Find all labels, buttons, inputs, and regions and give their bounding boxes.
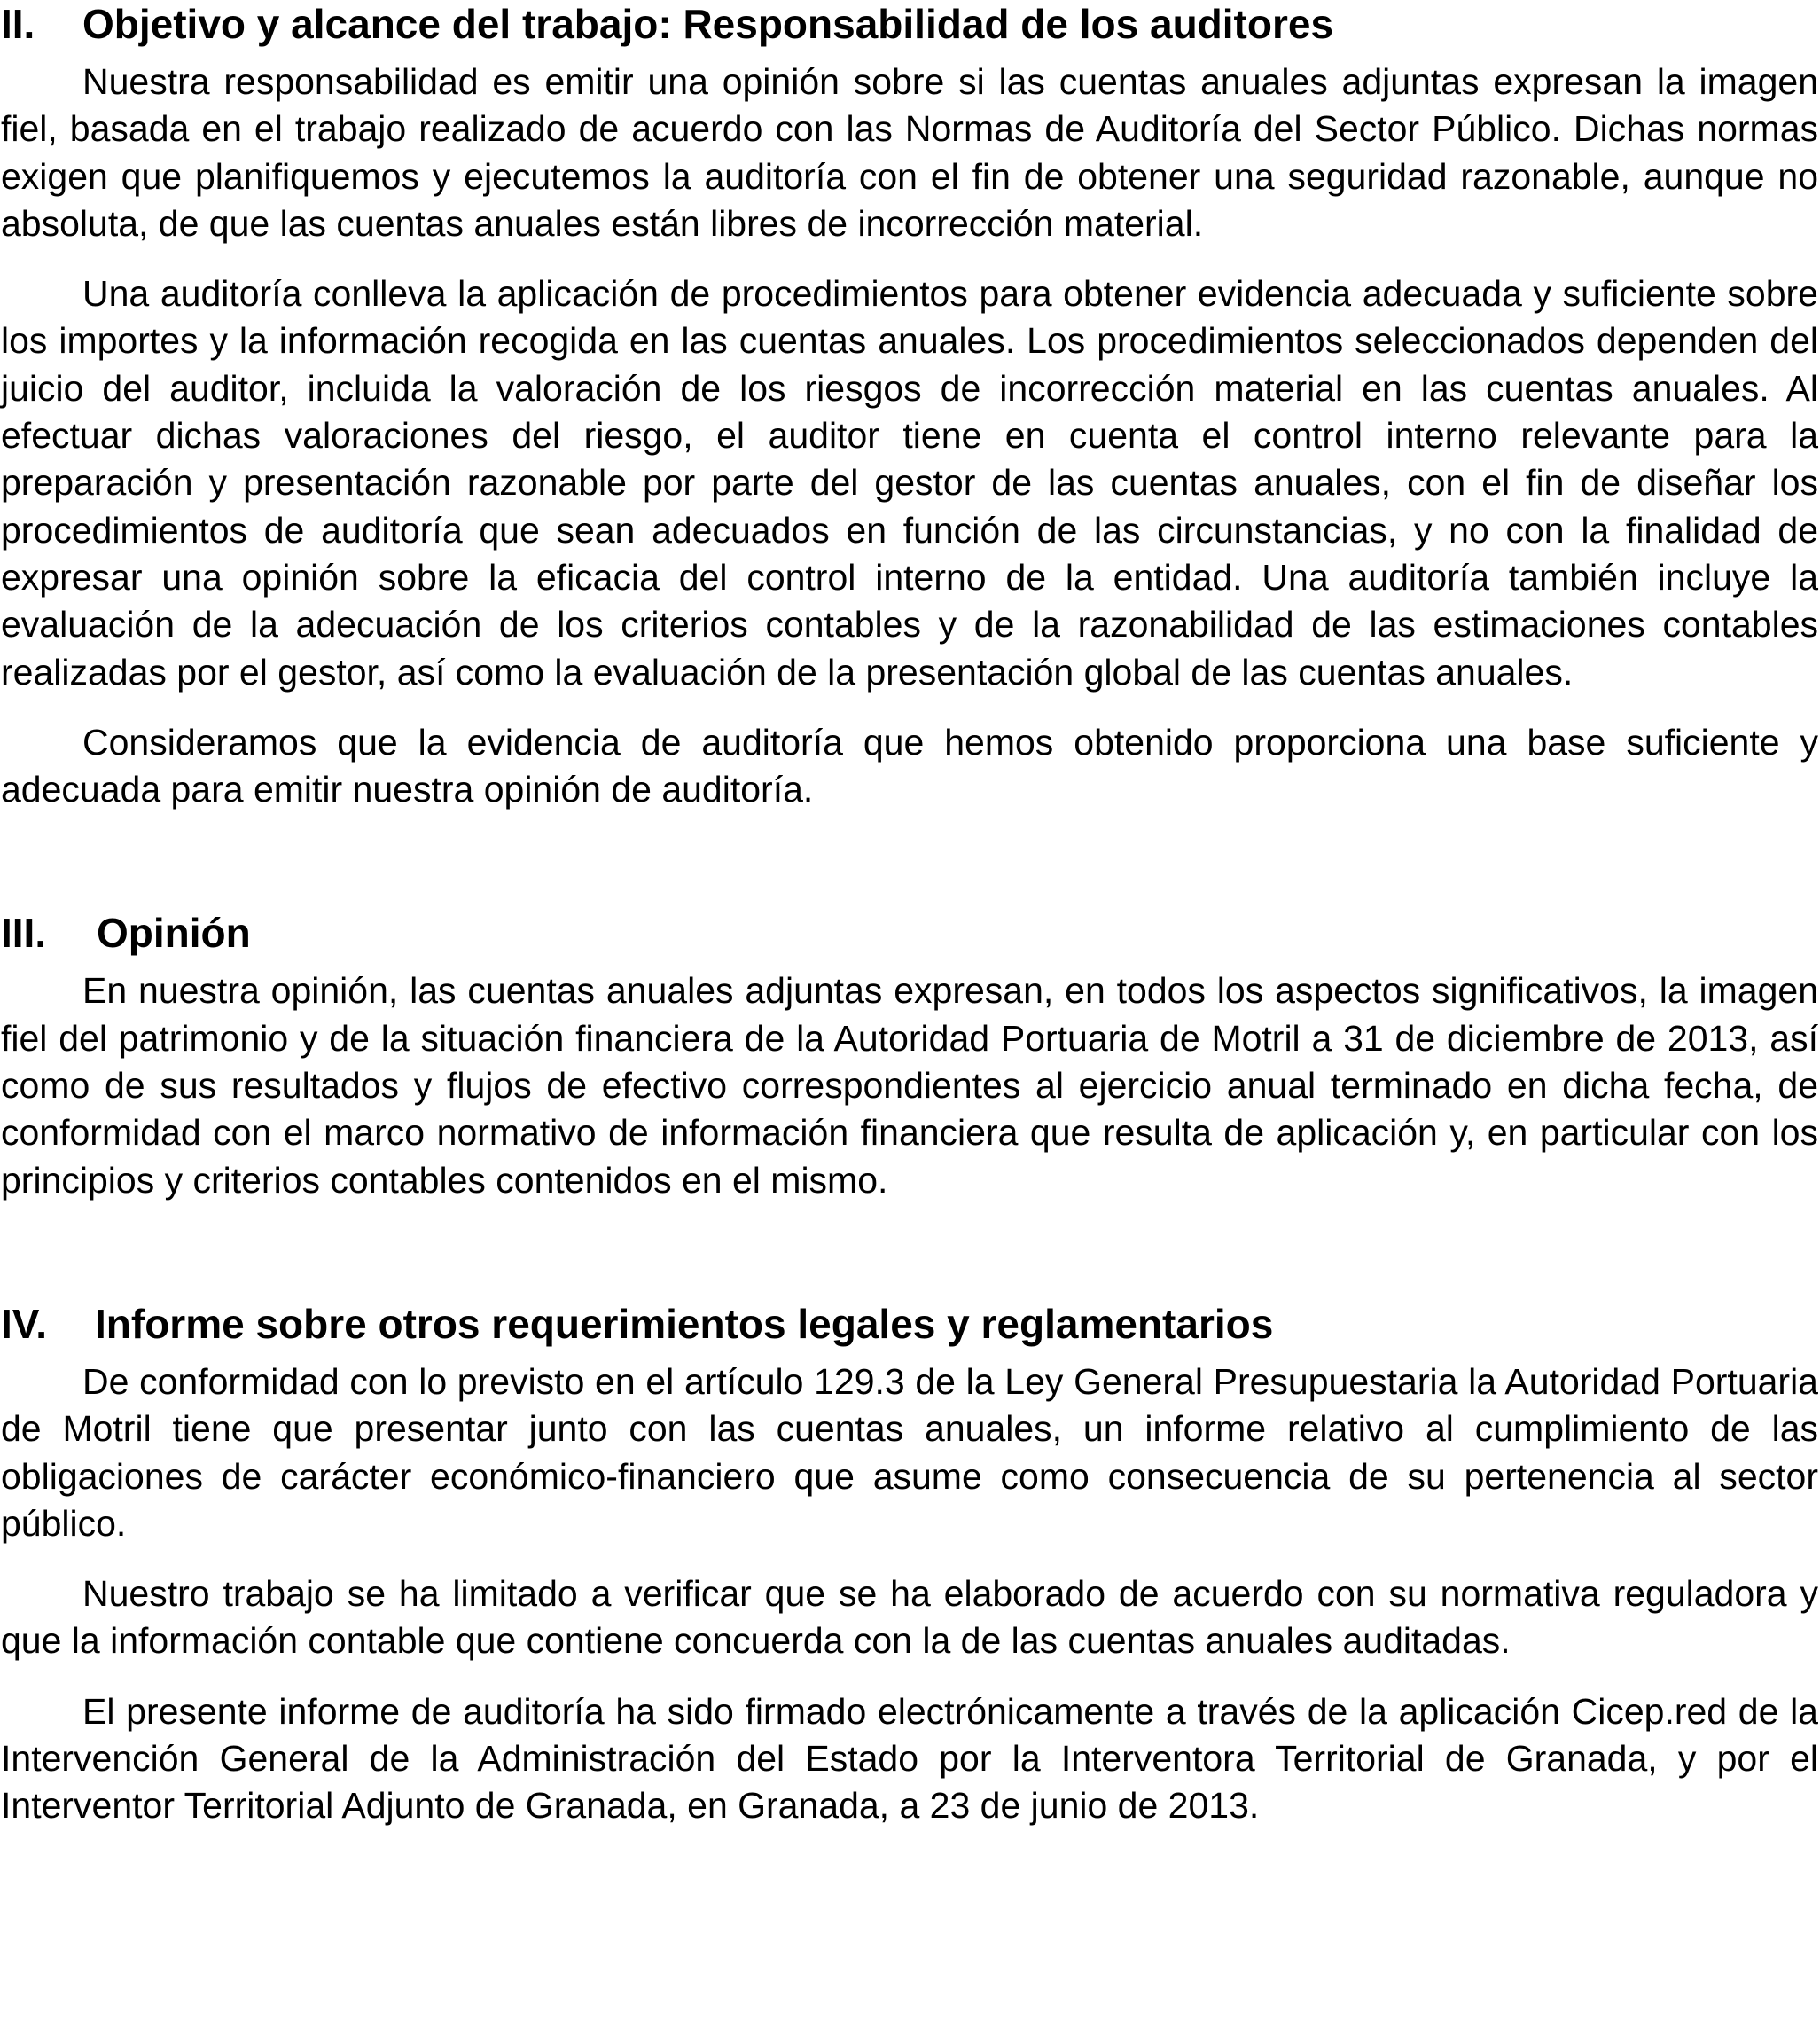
section-number: III. (1, 910, 47, 957)
paragraph: En nuestra opinión, las cuentas anuales adjuntas expresan, en todos los aspectos significativos, la imagen fiel del patrimonio y de la situación financiera de la Autoridad Portuaria de Motril a 31 de diciembre de 2013, así como de sus resultados y flujos de efectivo correspondientes al ejercicio anual terminado en dicha fecha, de conformidad con el marco normativo de información financiera que resulta de aplicación y, en particular con los principios y criterios contables contenidos en el mismo. (1, 970, 1818, 1201)
section-heading (1, 0, 1818, 48)
paragraph: Nuestro trabajo se ha limitado a verificar que se ha elaborado de acuerdo con su normativa reguladora y que la información contable que contiene concuerda con la de las cuentas anuales auditadas. (1, 1573, 1818, 1662)
section-heading (1, 1300, 1818, 1348)
paragraph: Una auditoría conlleva la aplicación de procedimientos para obtener evidencia adecuada y suficiente sobre los importes y la información recogida en las cuentas anuales. Los procedimientos seleccionados dependen del juicio del auditor, incluida la valoración de los riesgos de incorrección material en las cuentas anuales. Al efectuar dichas valoraciones del riesgo, el auditor tiene en cuenta el control interno relevante para la preparación y presentación razonable por parte del gestor de las cuentas anuales, con el fin de diseñar los procedimientos de auditoría que sean adecuados en función de las circunstancias, y no con la finalidad de expresar una opinión sobre la eficacia del control interno de la entidad. Una auditoría también incluye la evaluación de la adecuación de los criterios contables y de la razonabilidad de las estimaciones contables realizadas por el gestor, así como la evaluación de la presentación global de las cuentas anuales. (1, 273, 1818, 693)
section-title: Opinión (97, 910, 251, 957)
paragraph: Consideramos que la evidencia de auditoría que hemos obtenido proporciona una base suficiente y adecuada para emitir nuestra opinión de auditoría. (1, 721, 1818, 810)
section-number: IV. (1, 1300, 48, 1347)
section-heading (1, 909, 1818, 957)
paragraph: De conformidad con lo previsto en el artículo 129.3 de la Ley General Presupuestaria la Autoridad Portuaria de Motril tiene que presentar junto con las cuentas anuales, un informe relativo al cumplimiento de las obligaciones de carácter económico-financiero que asume como consecuencia de su pertenencia al sector público. (1, 1360, 1818, 1544)
paragraph: El presente informe de auditoría ha sido firmado electrónicamente a través de la aplicación Cicep.red de la Intervención General de la Administración del Estado por la Interventora Territorial de Granada, y por el Interventor Territorial Adjunto de Granada, en Granada, a 23 de junio de 2013. (1, 1690, 1818, 1827)
section-title: Informe sobre otros requerimientos legales y reglamentarios (95, 1300, 1274, 1347)
section-objetivo (1, 0, 1818, 813)
paragraph: Nuestra responsabilidad es emitir una opinión sobre si las cuentas anuales adjuntas expresan la imagen fiel, basada en el trabajo realizado de acuerdo con las Normas de Auditoría del Sector Público. Dichas normas exigen que planifiquemos y ejecutemos la auditoría con el fin de obtener una seguridad razonable, aunque no absoluta, de que las cuentas anuales están libres de incorrección material. (1, 61, 1818, 244)
section-otros-requerimientos (1, 1300, 1818, 1830)
section-title: Objetivo y alcance del trabajo: Responsabilidad de los auditores (82, 1, 1334, 47)
section-number: II. (1, 1, 35, 47)
section-opinion (1, 909, 1818, 1203)
